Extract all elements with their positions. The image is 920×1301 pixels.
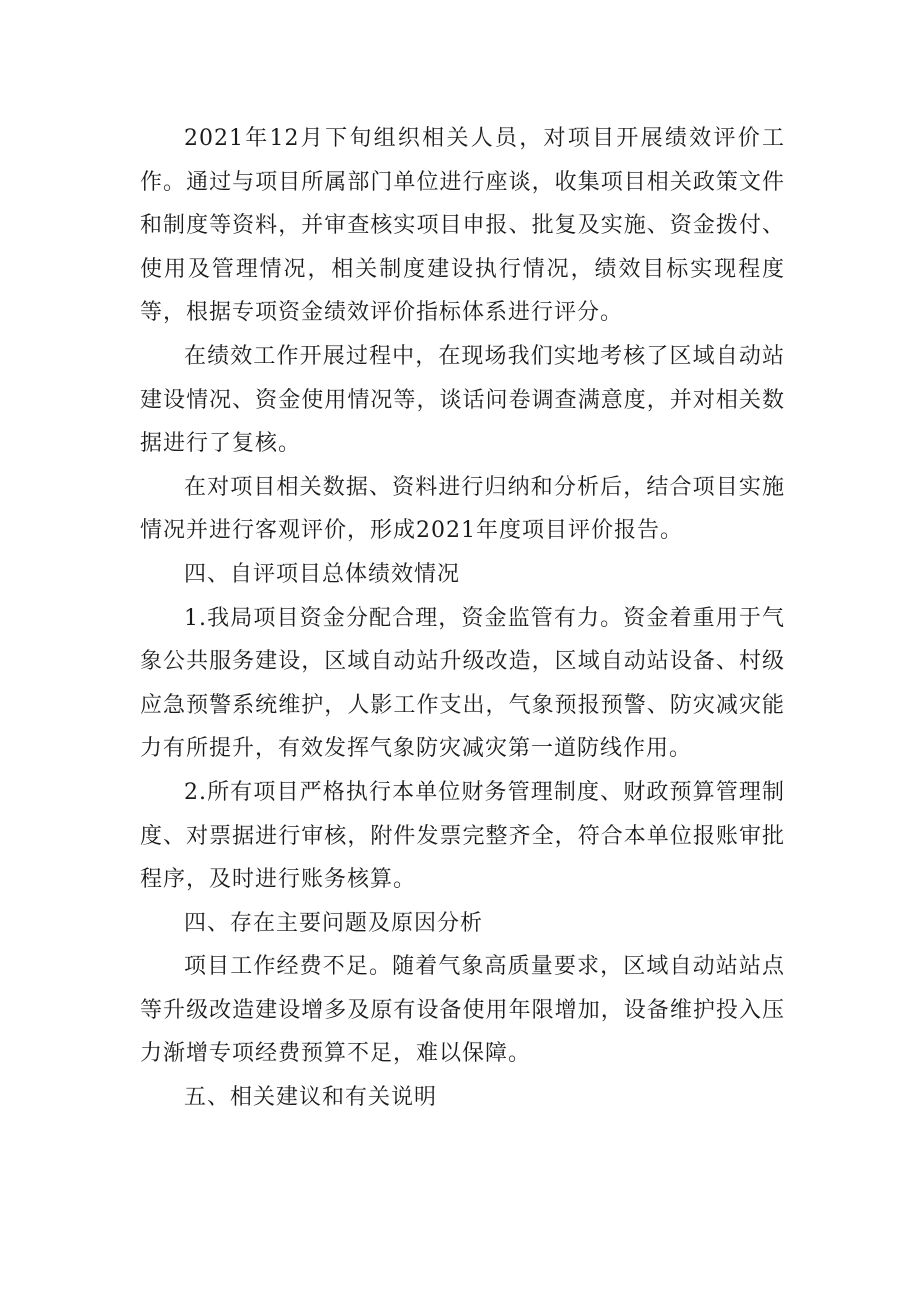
- list-item-fund-allocation: 1.我局项目资金分配合理，资金监管有力。资金着重用于气象公共服务建设，区域自动站升级改造，区域自动站设备、村级应急预警系统维护，人影工作支出，气象预报预警、防灾减灾能力有所提升，有效发挥气象防灾减灾第一道防线作用。: [140, 605, 785, 762]
- section-heading-main-problems: 四、存在主要问题及原因分析: [184, 910, 484, 936]
- document-body: [140, 117, 785, 1120]
- section-heading-suggestions: 五、相关建议和有关说明: [184, 1085, 438, 1111]
- paragraph-evaluation-process: 2021年12月下旬组织相关人员，对项目开展绩效评价工作。通过与项目所属部门单位进行座谈，收集项目相关政策文件和制度等资料，并审查核实项目申报、批复及实施、资金拨付、使用及管理情况，相关制度建设执行情况，绩效目标实现程度等，根据专项资金绩效评价指标体系进行评分。: [140, 126, 785, 326]
- paragraph-report-formation: 在对项目相关数据、资料进行归纳和分析后，结合项目实施情况并进行客观评价，形成2021年度项目评价报告。: [140, 474, 785, 544]
- section-heading-overall-performance: 四、自评项目总体绩效情况: [184, 561, 461, 587]
- paragraph-site-inspection: 在绩效工作开展过程中，在现场我们实地考核了区域自动站建设情况、资金使用情况等，谈话问卷调查满意度，并对相关数据进行了复核。: [140, 343, 785, 457]
- paragraph-insufficient-funding: 项目工作经费不足。随着气象高质量要求，区域自动站站点等升级改造建设增多及原有设备使用年限增加，设备维护投入压力渐增专项经费预算不足，难以保障。: [140, 954, 785, 1067]
- list-item-financial-management: 2.所有项目严格执行本单位财务管理制度、财政预算管理制度、对票据进行审核，附件发票完整齐全，符合本单位报账审批程序，及时进行账务核算。: [140, 779, 785, 893]
